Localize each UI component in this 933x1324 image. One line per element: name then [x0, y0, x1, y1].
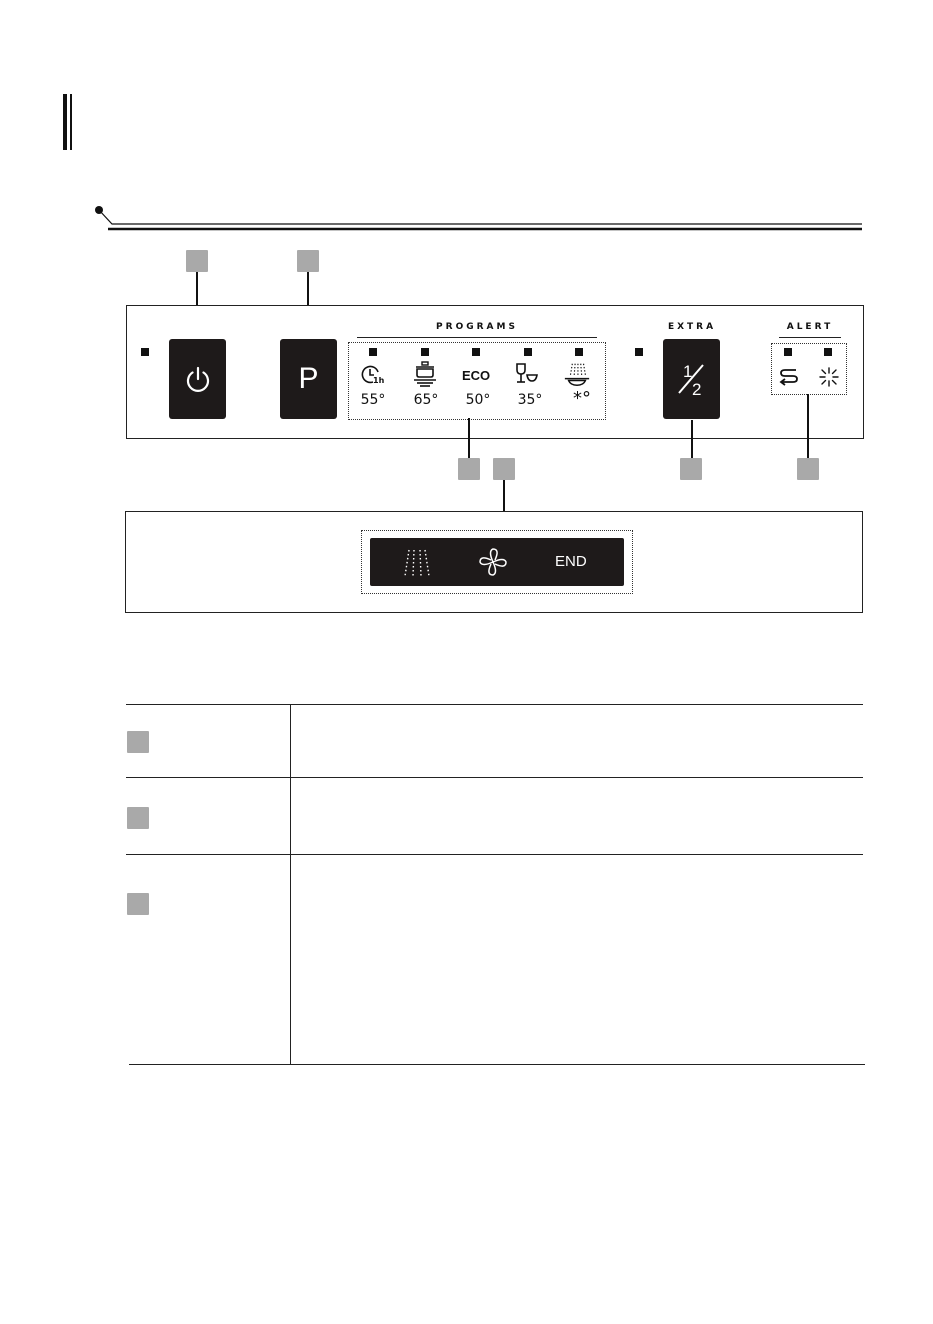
half-icon-denominator: 2 [691, 380, 701, 399]
key-row-2 [126, 777, 863, 855]
clock-1h-text: 1h [373, 376, 385, 385]
extra-label: EXTRA [667, 322, 717, 332]
power-button[interactable] [169, 339, 226, 419]
display-panel [125, 511, 863, 613]
header-bar-thin [70, 94, 72, 150]
eco-icon: ECO [462, 368, 491, 383]
alert-underline [779, 337, 841, 338]
callout-line-alert [807, 394, 809, 458]
header-bar-thick [63, 94, 67, 150]
half-load-button[interactable] [663, 339, 720, 419]
key-callout-2 [127, 807, 149, 829]
program-led-1 [369, 348, 377, 356]
program-temp-2: 65° [413, 392, 439, 408]
program-led-5 [575, 348, 583, 356]
salt-led [824, 348, 832, 356]
key-table-bottom [129, 1064, 865, 1065]
half-icon [675, 359, 709, 399]
key-row-3 [126, 854, 863, 1065]
fan-dry-icon [478, 547, 508, 577]
program-button[interactable] [280, 339, 337, 419]
prewash-icon [563, 361, 591, 387]
rinse-aid-led [784, 348, 792, 356]
callout-extra [680, 458, 702, 480]
half-load-led [635, 348, 643, 356]
callout-programs [458, 458, 480, 480]
program-temp-3: 50° [465, 392, 491, 408]
key-row-1 [126, 704, 863, 778]
rinse-aid-icon [777, 366, 801, 388]
display-end-text: END [555, 553, 587, 570]
programs-label: PROGRAMS [436, 322, 518, 332]
program-temp-5: *° [573, 388, 591, 409]
callout-power [186, 250, 208, 272]
callout-program [297, 250, 319, 272]
glass-icon [513, 362, 541, 388]
program-temp-4: 35° [517, 392, 543, 408]
status-display [370, 538, 624, 586]
program-led-3 [472, 348, 480, 356]
callout-line-extra [691, 420, 693, 458]
salt-icon [817, 365, 841, 389]
callout-display [493, 458, 515, 480]
program-led-2 [421, 348, 429, 356]
half-icon-numerator: 1 [682, 362, 692, 381]
program-led-4 [524, 348, 532, 356]
programs-underline [357, 337, 597, 338]
power-icon [183, 364, 213, 394]
callout-alert [797, 458, 819, 480]
key-callout-3 [127, 893, 149, 915]
program-button-label: P [298, 362, 319, 395]
key-column-separator [290, 704, 291, 1065]
key-callout-1 [127, 731, 149, 753]
callout-line-programs [468, 418, 470, 458]
control-panel [126, 305, 864, 439]
power-led [141, 348, 149, 356]
section-divider [90, 202, 870, 236]
alert-label: ALERT [786, 322, 834, 332]
program-temp-1: 55° [360, 392, 386, 408]
pot-icon [411, 361, 439, 387]
wash-spray-icon [400, 548, 434, 578]
